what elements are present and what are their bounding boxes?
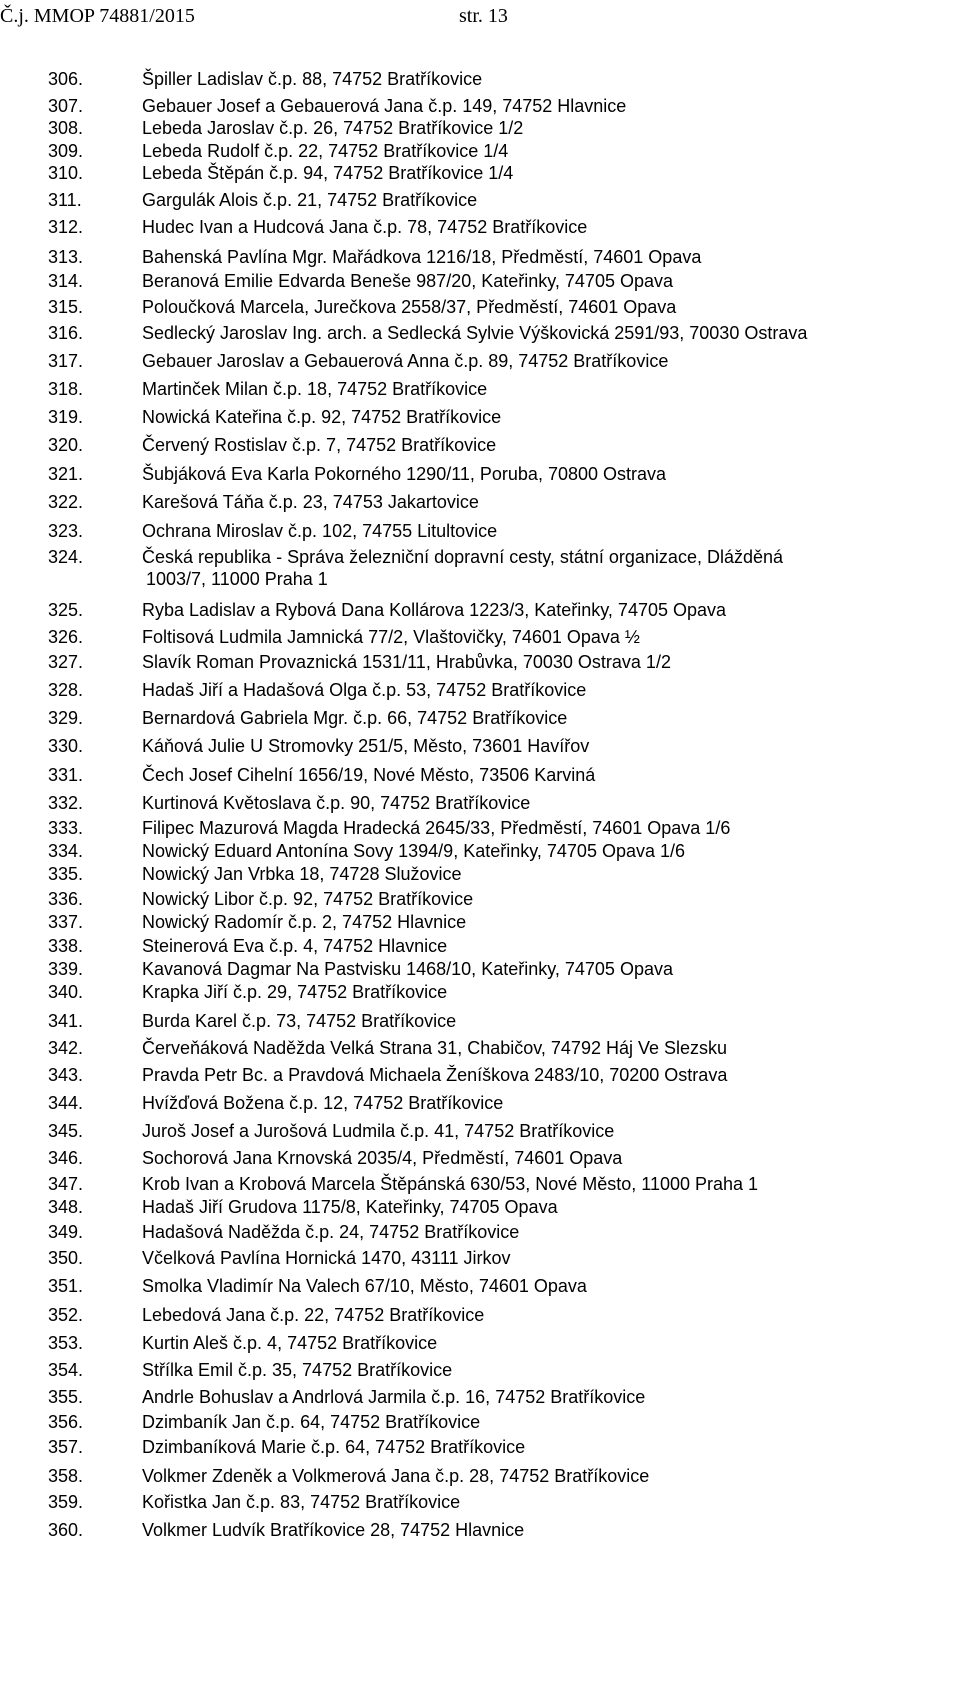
item-text [142,491,942,513]
item-line: Steinerová Eva č.p. 4, 74752 Hlavnice [142,936,448,956]
item-number: 342. [48,1038,84,1058]
item-line: Andrle Bohuslav a Andrlová Jarmila č.p. 16, 74752 Bratříkovice [142,1387,646,1407]
item-text [142,958,942,980]
item-text [142,350,942,372]
item-number: 335. [48,864,84,884]
item-number: 321. [48,464,84,484]
item-line: Lebeda Jaroslav č.p. 26, 74752 Bratříkovice 1/2 [142,118,524,138]
item-number: 332. [48,793,84,813]
item-text [142,626,942,648]
item-number: 326. [48,627,84,647]
item-number: 333. [48,818,84,838]
item-line: Nowický Radomír č.p. 2, 74752 Hlavnice [142,912,467,932]
item-number: 339. [48,959,84,979]
item-number: 324. [48,547,84,567]
item-line: Hadašová Naděžda č.p. 24, 74752 Bratříkovice [142,1222,520,1242]
item-line: Krob Ivan a Krobová Marcela Štěpánská 630/53, Nové Město, 11000 Praha 1 [142,1174,759,1194]
item-text [142,679,942,701]
item-number: 348. [48,1197,84,1217]
item-line: Čech Josef Cihelní 1656/19, Nové Město, 73506 Karviná [142,765,596,785]
item-text [142,863,942,885]
item-number: 313. [48,247,84,267]
item-text [142,1491,942,1513]
item-text [142,1332,942,1354]
item-text [142,707,942,729]
item-number: 327. [48,652,84,672]
item-line: Gebauer Josef a Gebauerová Jana č.p. 149, 74752 Hlavnice [142,96,627,116]
item-text [142,1304,942,1326]
item-line: Filipec Mazurová Magda Hradecká 2645/33, Předměstí, 74601 Opava 1/6 [142,818,731,838]
item-text [142,1411,942,1433]
item-text [142,95,942,117]
item-line: Gargulák Alois č.p. 21, 74752 Bratříkovice [142,190,478,210]
item-number: 328. [48,680,84,700]
item-line: Včelková Pavlína Hornická 1470, 43111 Jirkov [142,1248,511,1268]
item-line-continued: 1003/7, 11000 Praha 1 [146,569,328,589]
item-text [142,546,942,590]
item-line: Krapka Jiří č.p. 29, 74752 Bratříkovice [142,982,448,1002]
item-text [142,463,942,485]
item-line: Střílka Emil č.p. 35, 74752 Bratříkovice [142,1360,453,1380]
item-text [142,840,942,862]
item-line: Bernardová Gabriela Mgr. č.p. 66, 74752 Bratříkovice [142,708,568,728]
item-line: Hvížďová Božena č.p. 12, 74752 Bratříkovice [142,1093,504,1113]
item-line: Nowický Eduard Antonína Sovy 1394/9, Kateřinky, 74705 Opava 1/6 [142,841,686,861]
item-line: Lebeda Rudolf č.p. 22, 74752 Bratříkovice 1/4 [142,141,509,161]
item-text [142,434,942,456]
item-text [142,981,942,1003]
item-text [142,599,942,621]
item-number: 356. [48,1412,84,1432]
item-text [142,1465,942,1487]
item-number: 315. [48,297,84,317]
item-text [142,1010,942,1032]
item-line: Smolka Vladimír Na Valech 67/10, Město, 74601 Opava [142,1276,587,1296]
item-text [142,1386,942,1408]
item-line: Kavanová Dagmar Na Pastvisku 1468/10, Kateřinky, 74705 Opava [142,959,673,979]
item-number: 341. [48,1011,84,1031]
item-number: 320. [48,435,84,455]
item-line: Červeňáková Naděžda Velká Strana 31, Chabičov, 74792 Háj Ve Slezsku [142,1038,728,1058]
item-text [142,935,942,957]
item-number: 337. [48,912,84,932]
item-line: Slavík Roman Provaznická 1531/11, Hrabůvka, 70030 Ostrava 1/2 [142,652,671,672]
item-line: Bahenská Pavlína Mgr. Mařádkova 1216/18, Předměstí, 74601 Opava [142,247,702,267]
item-number: 325. [48,600,84,620]
item-text [142,162,942,184]
item-text [142,764,942,786]
item-line: Kořistka Jan č.p. 83, 74752 Bratříkovice [142,1492,461,1512]
item-line: Lebeda Štěpán č.p. 94, 74752 Bratříkovice 1/4 [142,163,514,183]
item-number: 352. [48,1305,84,1325]
item-number: 343. [48,1065,84,1085]
item-line: Poloučková Marcela, Jurečkova 2558/37, Předměstí, 74601 Opava [142,297,677,317]
item-line: Hudec Ivan a Hudcová Jana č.p. 78, 74752 Bratříkovice [142,217,588,237]
item-number: 360. [48,1520,84,1540]
item-text [142,68,942,90]
item-line: Červený Rostislav č.p. 7, 74752 Bratříkovice [142,435,497,455]
item-number: 323. [48,521,84,541]
item-text [142,216,942,238]
item-line: Česká republika - Správa železniční dopravní cesty, státní organizace, Dlážděná [142,547,784,567]
item-line: Volkmer Ludvík Bratříkovice 28, 74752 Hlavnice [142,1520,525,1540]
item-number: 336. [48,889,84,909]
item-number: 319. [48,407,84,427]
item-line: Špiller Ladislav č.p. 88, 74752 Bratříkovice [142,69,483,89]
item-text [142,322,942,344]
item-text [142,1092,942,1114]
item-text [142,246,942,268]
item-text [142,1436,942,1458]
item-line: Juroš Josef a Jurošová Ludmila č.p. 41, 74752 Bratříkovice [142,1121,615,1141]
item-line: Foltisová Ludmila Jamnická 77/2, Vlaštovičky, 74601 Opava ½ [142,627,640,647]
item-line: Ryba Ladislav a Rybová Dana Kollárova 1223/3, Kateřinky, 74705 Opava [142,600,727,620]
item-line: Kurtin Aleš č.p. 4, 74752 Bratříkovice [142,1333,438,1353]
item-number: 347. [48,1174,84,1194]
item-text [142,520,942,542]
item-text [142,1247,942,1269]
item-text [142,296,942,318]
item-text [142,1147,942,1169]
item-number: 311. [48,190,82,210]
item-line: Kurtinová Květoslava č.p. 90, 74752 Bratříkovice [142,793,531,813]
item-number: 334. [48,841,84,861]
item-number: 307. [48,96,84,116]
item-number: 314. [48,271,84,291]
item-line: Beranová Emilie Edvarda Beneše 987/20, Kateřinky, 74705 Opava [142,271,673,291]
item-number: 357. [48,1437,84,1457]
item-line: Nowický Jan Vrbka 18, 74728 Služovice [142,864,462,884]
item-number: 355. [48,1387,84,1407]
item-number: 309. [48,141,84,161]
item-number: 308. [48,118,84,138]
item-line: Hadaš Jiří a Hadašová Olga č.p. 53, 74752 Bratříkovice [142,680,587,700]
item-text [142,651,942,673]
item-line: Dzimbaníková Marie č.p. 64, 74752 Bratříkovice [142,1437,526,1457]
item-number: 350. [48,1248,84,1268]
item-line: Sochorová Jana Krnovská 2035/4, Předměstí, 74601 Opava [142,1148,623,1168]
item-line: Volkmer Zdeněk a Volkmerová Jana č.p. 28, 74752 Bratříkovice [142,1466,650,1486]
item-text [142,1359,942,1381]
item-line: Ochrana Miroslav č.p. 102, 74755 Litultovice [142,521,498,541]
item-number: 344. [48,1093,84,1113]
item-number: 359. [48,1492,84,1512]
item-text [142,1173,942,1195]
item-text [142,1120,942,1142]
item-line: Gebauer Jaroslav a Gebauerová Anna č.p. 89, 74752 Bratříkovice [142,351,669,371]
item-number: 345. [48,1121,84,1141]
item-number: 340. [48,982,84,1002]
item-number: 346. [48,1148,84,1168]
item-number: 353. [48,1333,84,1353]
item-text [142,817,942,839]
item-text [142,1196,942,1218]
item-number: 354. [48,1360,84,1380]
item-line: Lebedová Jana č.p. 22, 74752 Bratříkovice [142,1305,485,1325]
item-text [142,270,942,292]
item-number: 318. [48,379,84,399]
page-number: str. 13 [459,5,508,27]
item-number: 338. [48,936,84,956]
item-text [142,406,942,428]
item-line: Šubjáková Eva Karla Pokorného 1290/11, Poruba, 70800 Ostrava [142,464,667,484]
item-line: Martinček Milan č.p. 18, 74752 Bratříkovice [142,379,488,399]
item-number: 312. [48,217,84,237]
item-number: 310. [48,163,84,183]
item-number: 317. [48,351,84,371]
item-number: 349. [48,1222,84,1242]
item-number: 329. [48,708,84,728]
item-text [142,1519,942,1541]
document-reference: Č.j. MMOP 74881/2015 [0,5,195,27]
item-text [142,1221,942,1243]
item-line: Nowická Kateřina č.p. 92, 74752 Bratříkovice [142,407,502,427]
item-text [142,378,942,400]
item-line: Nowický Libor č.p. 92, 74752 Bratříkovice [142,889,474,909]
item-number: 330. [48,736,84,756]
item-line: Sedlecký Jaroslav Ing. arch. a Sedlecká Sylvie Výškovická 2591/93, 70030 Ostrava [142,323,808,343]
item-text [142,189,942,211]
item-number: 351. [48,1276,84,1296]
item-number: 306. [48,69,84,89]
item-line: Karešová Táňa č.p. 23, 74753 Jakartovice [142,492,479,512]
item-text [142,140,942,162]
item-number: 358. [48,1466,84,1486]
item-line: Burda Karel č.p. 73, 74752 Bratříkovice [142,1011,457,1031]
item-text [142,735,942,757]
item-number: 322. [48,492,84,512]
item-text [142,792,942,814]
item-line: Pravda Petr Bc. a Pravdová Michaela Ženíškova 2483/10, 70200 Ostrava [142,1065,728,1085]
item-text [142,1275,942,1297]
item-line: Dzimbaník Jan č.p. 64, 74752 Bratříkovice [142,1412,481,1432]
item-line: Hadaš Jiří Grudova 1175/8, Kateřinky, 74705 Opava [142,1197,558,1217]
item-text [142,888,942,910]
item-text [142,1037,942,1059]
item-text [142,117,942,139]
item-text [142,911,942,933]
item-number: 331. [48,765,84,785]
item-line: Káňová Julie U Stromovky 251/5, Město, 73601 Havířov [142,736,590,756]
item-text [142,1064,942,1086]
item-number: 316. [48,323,84,343]
